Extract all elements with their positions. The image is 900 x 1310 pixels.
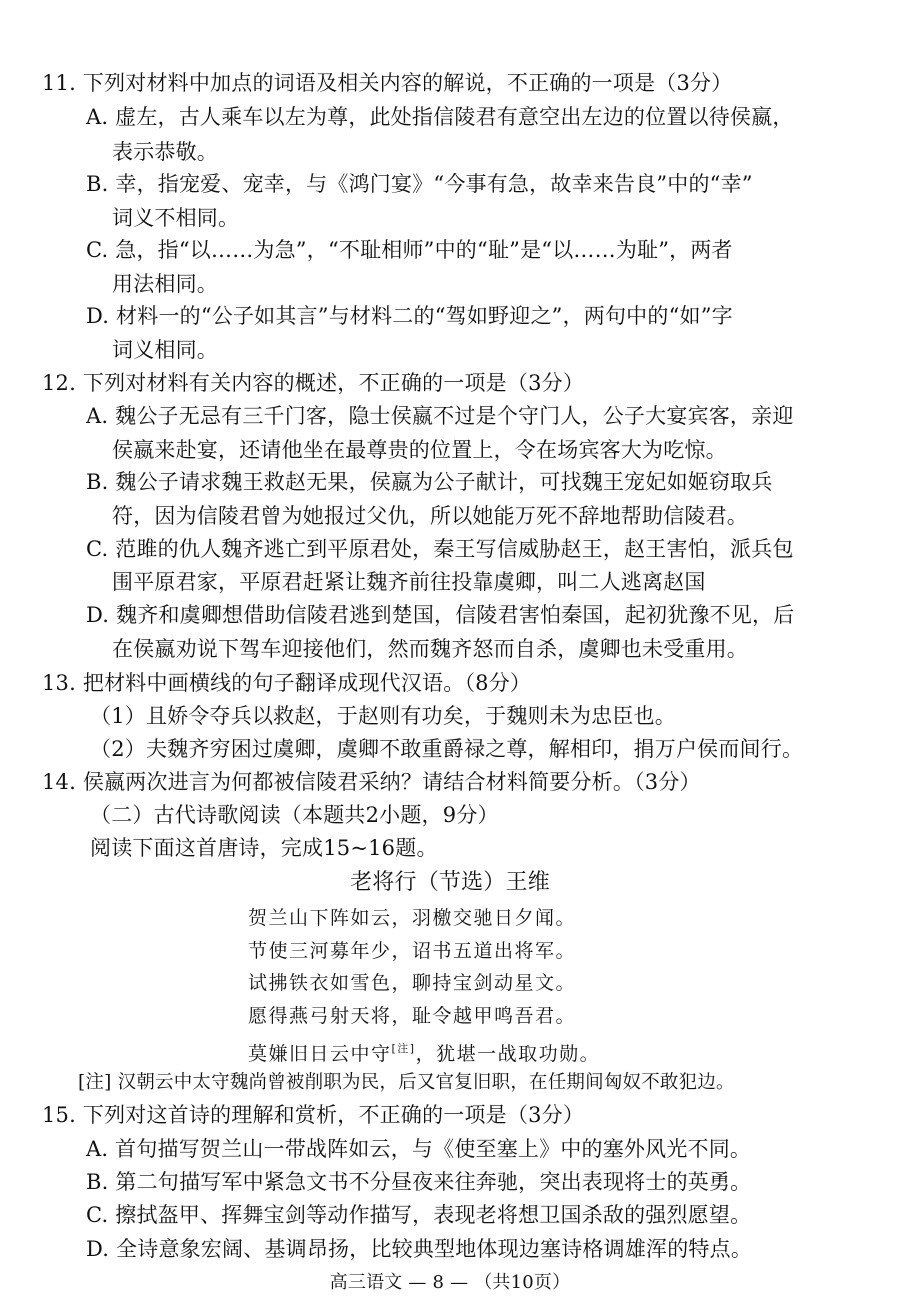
poem-line-5-start: 莫嫌旧日云中守 [248, 1043, 392, 1065]
poem-line-5 [248, 1034, 900, 1069]
q12-option-c-cont: 围平原君家，平原君赶紧让魏齐前往投靠虞卿，叫二人逃离赵国 [112, 570, 706, 594]
q14-stem: 14. 侯嬴两次进言为何都被信陵君采纳？请结合材料简要分析。（3分） [42, 770, 701, 794]
q11-option-a-cont: 表示恭敬。 [112, 140, 218, 164]
q15-option-c: C. 擦拭盔甲、挥舞宝剑等动作描写，表现老将想卫国杀敌的强烈愿望。 [86, 1203, 752, 1227]
q15-option-a: A. 首句描写贺兰山一带战阵如云，与《使至塞上》中的塞外风光不同。 [86, 1137, 752, 1161]
poem-line-4: 愿得燕弓射天将，耻令越甲鸣吾君。 [248, 1005, 577, 1027]
q12-stem: 12. 下列对材料有关内容的概述，不正确的一项是（3分） [42, 371, 585, 395]
q12-option-c: C. 范雎的仇人魏齐逃亡到平原君处，秦王写信威胁赵王，赵王害怕，派兵包 [86, 537, 794, 561]
poem-note-marker: [注] [391, 1042, 416, 1055]
q11-option-a: A. 虚左，古人乘车以左为尊，此处指信陵君有意空出左边的位置以待侯嬴， [86, 105, 794, 129]
q12-option-b: B. 魏公子请求魏王救赵无果，侯嬴为公子献计，可找魏王宠妃如姬窃取兵 [86, 470, 773, 494]
q15-option-b: B. 第二句描写军中紧急文书不分昼夜来往奔驰，突出表现将士的英勇。 [86, 1170, 752, 1194]
poem-title: 老将行（节选）王维 [350, 870, 550, 895]
section-heading: （二）古代诗歌阅读（本题共2小题，9分） [90, 803, 499, 827]
q12-option-d-cont: 在侯嬴劝说下驾车迎接他们，然而魏齐怒而自杀，虞卿也未受重用。 [112, 637, 748, 661]
q12-option-a-cont: 侯嬴来赴宴，还请他坐在最尊贵的位置上，令在场宾客大为吃惊。 [112, 438, 727, 462]
q15-stem: 15. 下列对这首诗的理解和赏析，不正确的一项是（3分） [42, 1103, 585, 1127]
poem-line-3: 试拂铁衣如雪色，聊持宝剑动星文。 [248, 972, 577, 994]
q11-stem: 11. 下列对材料中加点的词语及相关内容的解说，不正确的一项是（3分） [42, 71, 733, 95]
poem-line-2: 节使三河募年少，诏书五道出将军。 [248, 940, 577, 962]
poem-line-5-end: ，犹堪一战取功勋。 [415, 1043, 601, 1065]
section-intro: 阅读下面这首唐诗，完成15~16题。 [90, 836, 438, 860]
poem-line-1: 贺兰山下阵如云，羽檄交驰日夕闻。 [248, 907, 577, 929]
q13-stem: 13. 把材料中画横线的句子翻译成现代汉语。（8分） [42, 671, 532, 695]
q13-sentence-2: （2）夫魏齐穷困过虞卿，虞卿不敢重爵禄之尊，解相印，捐万户侯而间行。 [90, 737, 804, 761]
poem-note: [注] 汉朝云中太守魏尚曾被削职为民，后又官复旧职，在任期间匈奴不敢犯边。 [78, 1072, 735, 1093]
q13-sentence-1: （1）且娇令夺兵以救赵，于赵则有功矣，于魏则未为忠臣也。 [90, 704, 676, 728]
q15-option-d: D. 全诗意象宏阔、基调昂扬，比较典型地体现边塞诗格调雄浑的特点。 [86, 1237, 753, 1261]
q12-option-a: A. 魏公子无忌有三千门客，隐士侯嬴不过是个守门人，公子大宴宾客，亲迎 [86, 404, 794, 428]
q11-option-c: C. 急，指“以……为急”，“不耻相师”中的“耻”是“以……为耻”，两者 [86, 238, 733, 262]
q11-option-d: D. 材料一的“公子如其言”与材料二的“驾如野迎之”，两句中的“如”字 [86, 304, 733, 328]
q11-option-d-cont: 词义相同。 [112, 338, 218, 362]
q11-option-b-cont: 词义不相同。 [112, 206, 240, 230]
q12-option-d: D. 魏齐和虞卿想借助信陵君逃到楚国，信陵君害怕秦国，起初犹豫不见，后 [86, 603, 795, 627]
q11-option-b: B. 幸，指宠爱、宠幸，与《鸿门宴》“今事有急，故幸来告良”中的“幸” [86, 172, 753, 196]
q12-option-b-cont: 符，因为信陵君曾为她报过父仇，所以她能万死不辞地帮助信陵君。 [112, 504, 748, 528]
q11-option-c-cont: 用法相同。 [112, 272, 218, 296]
page-footer: 高三语文 — 8 — （共10页） [329, 1272, 571, 1293]
